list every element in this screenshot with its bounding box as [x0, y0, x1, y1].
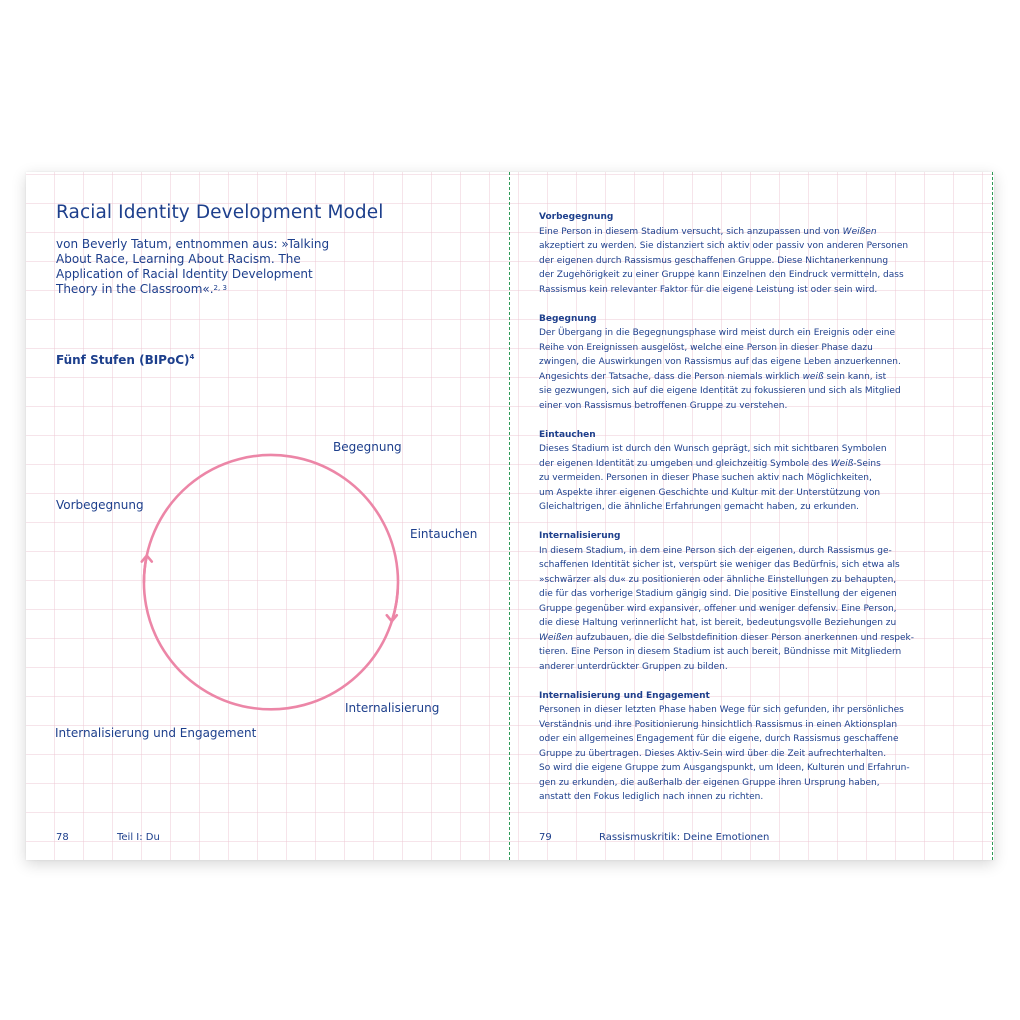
emphasis-text: weiß: [802, 371, 824, 382]
text-run: tieren. Eine Person in diesem Stadium ist auch bereit, Bündnisse mit Mitgliedern: [539, 647, 902, 657]
stage-description-body: [539, 703, 959, 805]
text-line: [539, 457, 959, 472]
stage-label-begegnung: Begegnung: [333, 440, 402, 454]
right-page: [511, 172, 994, 860]
text-line: [539, 486, 959, 501]
stage-description: [539, 210, 959, 297]
text-line: [539, 718, 959, 733]
page-title: Racial Identity Development Model: [56, 202, 384, 223]
text-run: Dieses Stadium ist durch den Wunsch geprägt, sich mit sichtbaren Symbolen: [539, 444, 887, 454]
text-run: einer von Rassismus betroffenen Gruppe zu verstehen.: [539, 400, 788, 411]
text-run: Reihe von Ereignissen ausgelöst, welche eine Person in dieser Phase dazu: [539, 342, 873, 353]
text-run: der eigenen durch Rassismus geschaffenen Gruppe. Diese Nichtanerkennung: [539, 255, 889, 266]
text-line: [539, 587, 959, 602]
stage-description-heading: Internalisierung: [539, 531, 621, 541]
text-line: [539, 268, 959, 283]
text-line: [539, 370, 959, 385]
running-head-left: Teil I: Du: [117, 832, 160, 843]
text-run: Gruppe gegenüber wird expansiver, offener und weniger defensiv. Eine Person,: [539, 603, 897, 614]
text-run: zu vermeiden. Personen in dieser Phase suchen aktiv nach Möglichkeiten,: [539, 473, 872, 483]
text-run: »schwärzer als du« zu positionieren oder ähnliche Einstellungen zu behaupten,: [539, 574, 897, 585]
page-number-right: 79: [539, 832, 552, 843]
stage-label-internalisierung: Internalisierung: [345, 701, 440, 715]
text-run: sie gezwungen, sich auf die eigene Identität zu fokussieren und sich als Mitglied: [539, 386, 901, 396]
stage-description: [539, 312, 959, 414]
text-run: um Aspekte ihrer eigenen Geschichte und Kultur mit der Unterstützung von: [539, 487, 881, 498]
stage-cycle-diagram: [121, 440, 421, 740]
text-line: [539, 341, 959, 356]
text-line: [539, 355, 959, 370]
text-run: Gleichaltrigen, die ähnliche Erfahrungen gemacht haben, zu erkunden.: [539, 502, 860, 512]
text-run: anderer unterdrückter Gruppen zu bilden.: [539, 661, 728, 672]
stage-label-internalisierung-engagement: Internalisierung und Engagement: [55, 726, 257, 740]
emphasis-text: Weiß: [830, 458, 854, 469]
stage-descriptions: [539, 210, 959, 819]
text-run: aufzubauen, die die Selbstdefinition dieser Person anerkennen und respek-: [572, 632, 915, 643]
stage-description-body: [539, 544, 959, 675]
text-line: [539, 384, 959, 399]
text-run: In diesem Stadium, in dem eine Person sich der eigenen, durch Rassismus ge-: [539, 545, 892, 556]
text-run: -Seins: [853, 458, 881, 469]
text-line: [539, 471, 959, 486]
stage-description-heading: Eintauchen: [539, 429, 596, 440]
text-run: schaffenen Identität sicher ist, verspürt sie weniger das Bedürfnis, sich etwa als: [539, 560, 900, 570]
text-line: [539, 544, 959, 559]
text-run: akzeptiert zu werden. Sie distanziert sich aktiv oder passiv von anderen Personen: [539, 241, 909, 251]
stage-description-heading: Vorbegegnung: [539, 212, 614, 222]
text-run: sein kann, ist: [823, 371, 887, 382]
text-run: die diese Haltung verinnerlicht hat, ist bereit, bedeutungsvolle Beziehungen zu: [539, 618, 897, 628]
text-line: [539, 558, 959, 573]
text-run: Angesichts der Tatsache, dass die Person niemals wirklich: [539, 371, 803, 382]
subtitle-text: von Beverly Tatum, entnommen aus: »Talking About Race, Learning About Racism. The Application of Racial Identity Development Theory in the Classroom«.: [56, 237, 330, 296]
text-run: der Zugehörigkeit zu einer Gruppe kann Einzelnen den Eindruck vermitteln, dass: [539, 270, 904, 280]
text-line: [539, 399, 959, 414]
cycle-arc-right: [144, 455, 398, 621]
text-line: [539, 631, 959, 646]
text-line: [539, 239, 959, 254]
stage-label-eintauchen: Eintauchen: [410, 527, 478, 541]
book-spread: [26, 172, 994, 860]
text-line: [539, 747, 959, 762]
text-line: [539, 660, 959, 675]
text-run: die für das vorherige Stadium gängig sind. Die positive Einstellung der eigenen: [539, 589, 897, 599]
page-subtitle: [56, 237, 356, 297]
stages-heading: [56, 353, 194, 367]
running-head-right: Rassismuskritik: Deine Emotionen: [599, 832, 770, 843]
text-run: So wird die eigene Gruppe zum Ausgangspunkt, um Ideen, Kulturen und Erfahrun-: [539, 763, 910, 773]
text-line: [539, 776, 959, 791]
text-line: [539, 790, 959, 805]
text-run: der eigenen Identität zu umgeben und gleichzeitig Symbole des: [539, 458, 831, 469]
text-line: [539, 283, 959, 298]
text-line: [539, 442, 959, 457]
gutter-fold-line: [509, 172, 510, 860]
text-run: Gruppe zu übertragen. Dieses Aktiv-Sein wird über die Zeit aufrechterhalten.: [539, 748, 887, 759]
page-number-left: 78: [56, 832, 69, 843]
stage-description-body: [539, 225, 959, 298]
left-page: [26, 172, 509, 860]
text-line: [539, 703, 959, 718]
stage-description: [539, 428, 959, 515]
text-run: Verständnis und ihre Positionierung hinsichtlich Rassismus in einen Aktionsplan: [539, 719, 898, 730]
text-run: Rassismus kein relevanter Faktor für die eigene Leistung ist oder sein wird.: [539, 284, 878, 295]
stage-description: [539, 529, 959, 674]
emphasis-text: Weißen: [842, 226, 877, 237]
text-line: [539, 225, 959, 240]
stage-label-vorbegegnung: Vorbegegnung: [56, 498, 144, 512]
stage-description: [539, 689, 959, 805]
text-run: Der Übergang in die Begegnungsphase wird meist durch ein Ereignis oder eine: [539, 328, 895, 338]
text-line: [539, 254, 959, 269]
stage-description-body: [539, 442, 959, 515]
text-line: [539, 732, 959, 747]
stages-heading-footnote-ref: 4: [189, 353, 195, 361]
stage-description-heading: Internalisierung und Engagement: [539, 690, 710, 701]
subtitle-footnote-refs: 2, 3: [213, 284, 227, 292]
text-line: [539, 645, 959, 660]
emphasis-text: Weißen: [539, 632, 573, 643]
cycle-arc-left: [144, 556, 398, 710]
text-run: gen zu erkunden, die außerhalb der eigenen Gruppe ihren Ursprung haben,: [539, 777, 880, 788]
text-run: Eine Person in diesem Stadium versucht, sich anzupassen und von: [539, 226, 843, 237]
stage-description-body: [539, 326, 959, 413]
text-run: Personen in dieser letzten Phase haben Wege für sich gefunden, ihr persönliches: [539, 705, 904, 715]
text-run: anstatt den Fokus lediglich nach innen zu richten.: [539, 792, 764, 802]
text-line: [539, 500, 959, 515]
text-line: [539, 761, 959, 776]
stages-heading-text: Fünf Stufen (BIPoC): [56, 353, 190, 367]
stage-description-heading: Begegnung: [539, 313, 597, 324]
text-line: [539, 573, 959, 588]
text-line: [539, 602, 959, 617]
text-run: oder ein allgemeines Engagement für die eigene, durch Rassismus geschaffene: [539, 734, 899, 744]
text-run: zwingen, die Auswirkungen von Rassismus auf das eigene Leben anzuerkennen.: [539, 357, 901, 367]
text-line: [539, 616, 959, 631]
text-line: [539, 326, 959, 341]
